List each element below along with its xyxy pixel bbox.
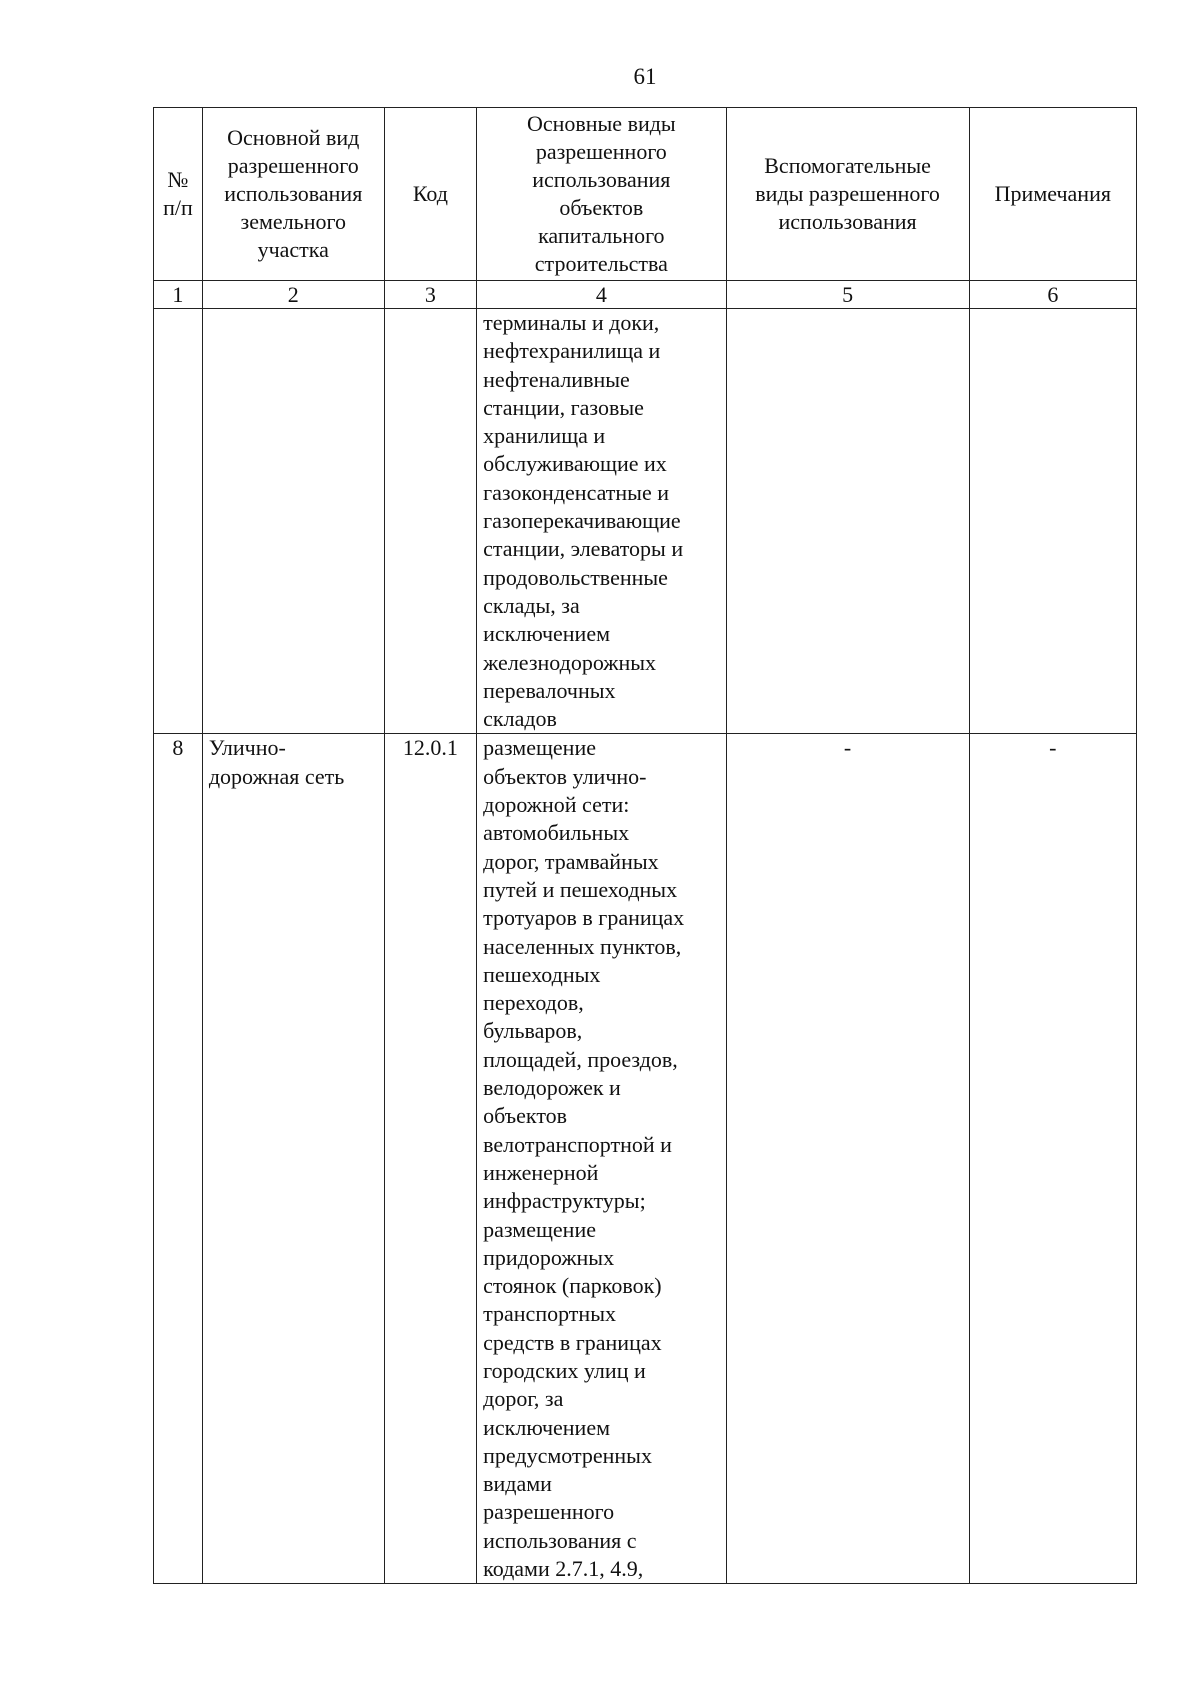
row-number: [154, 309, 203, 734]
column-number: 1: [154, 281, 203, 309]
main-use-cell: Улично- дорожная сеть: [202, 734, 384, 1584]
column-number: 2: [202, 281, 384, 309]
header-auxiliary-uses: Вспомогательные виды разрешенного использования: [726, 108, 969, 281]
table-header-row: [154, 108, 1137, 281]
main-use-cell: [202, 309, 384, 734]
row-number: 8: [154, 734, 203, 1584]
column-number: 6: [969, 281, 1136, 309]
header-number: № п/п: [154, 108, 203, 281]
capital-uses-cell: размещение объектов улично- дорожной сети: автомобильных дорог, трамвайных путей и пешеходных тротуаров в границах населенных пунктов, пешеходных переходов, бульваров, площадей, проездов, велодорожек и объектов велотранспортной и инженерной инфраструктуры; размещение придорожных стоянок (парковок) транспортных средств в границах городских улиц и дорог, за исключением предусмотренных видами разрешенного использования с кодами 2.7.1, 4.9,: [477, 734, 726, 1584]
table-row: [154, 309, 1137, 734]
auxiliary-uses-cell: -: [726, 734, 969, 1584]
column-number: 4: [477, 281, 726, 309]
column-number: 5: [726, 281, 969, 309]
table-row: [154, 734, 1137, 1584]
header-notes: Примечания: [969, 108, 1136, 281]
auxiliary-uses-cell: [726, 309, 969, 734]
capital-uses-cell: терминалы и доки, нефтехранилища и нефтеналивные станции, газовые хранилища и обслуживающие их газоконденсатные и газоперекачивающие станции, элеваторы и продовольственные склады, за исключением железнодорожных перевалочных складов: [477, 309, 726, 734]
header-main-use: Основной вид разрешенного использования земельного участка: [202, 108, 384, 281]
page-number: 61: [633, 64, 657, 89]
notes-cell: -: [969, 734, 1136, 1584]
land-use-table: [153, 107, 1137, 1584]
column-number: 3: [384, 281, 476, 309]
notes-cell: [969, 309, 1136, 734]
code-cell: 12.0.1: [384, 734, 476, 1584]
column-number-row: [154, 281, 1137, 309]
header-code: Код: [384, 108, 476, 281]
code-cell: [384, 309, 476, 734]
header-capital-uses: Основные виды разрешенного использования объектов капитального строительства: [477, 108, 726, 281]
